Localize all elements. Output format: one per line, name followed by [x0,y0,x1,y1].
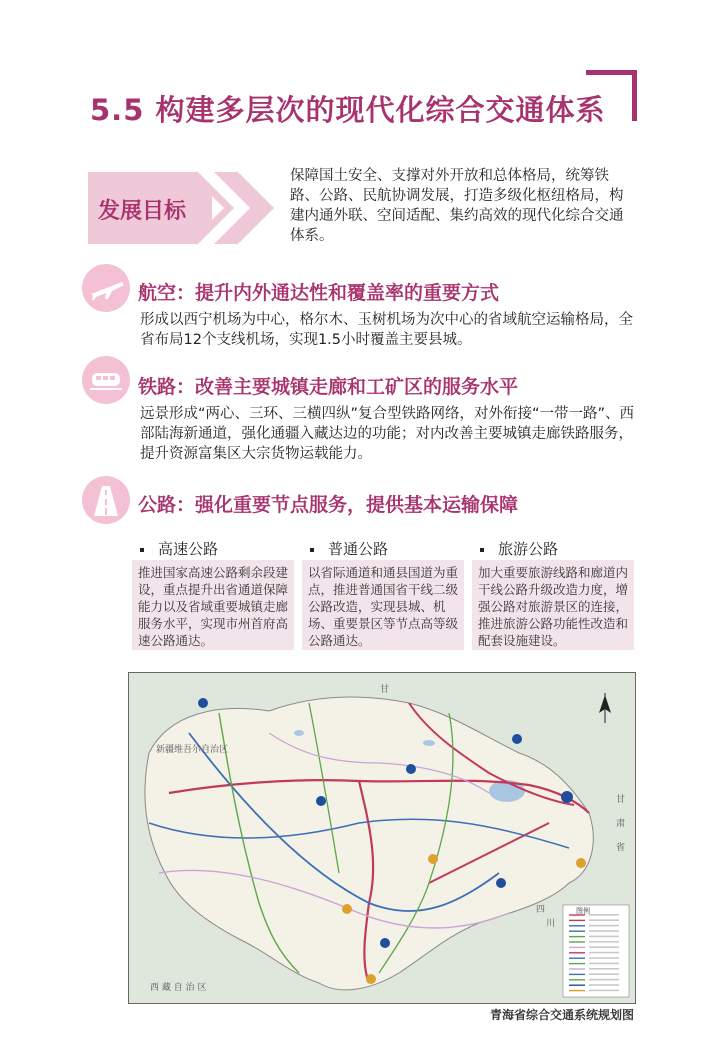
legend-label [589,919,619,921]
expressway-title: 高速公路 [140,538,218,559]
legend-label [589,963,619,965]
regional-airport-icon [428,854,438,864]
bullet-icon [480,548,484,552]
train-icon [82,356,130,404]
legend-label [589,952,619,954]
xining-airport-icon [561,791,573,803]
legend-label [589,968,619,970]
railway-heading: 铁路：改善主要城镇走廊和工矿区的服务水平 [138,376,519,398]
regional-airport-icon [342,904,352,914]
map-label-sheng-right: 省 [616,843,626,853]
airport-icon [198,698,208,708]
airport-icon [406,764,416,774]
legend-label [589,914,619,916]
legend-label [589,990,619,992]
airport-icon [380,938,390,948]
legend-label [589,984,619,986]
goal-label: 发展目标 [98,199,187,224]
map-label-xinjiang: 新疆维吾尔自治区 [156,745,229,755]
tourism-road-title: 旅游公路 [480,538,558,559]
goal-text: 保障国土安全、支撑对外开放和总体格局，统筹铁路、公路、民航协调发展，打造多级化枢纽格局，构建内通外联、空间适配、集约高效的现代化综合交通体系。 [290,168,624,244]
map-label-gansu-right: 甘 [616,795,626,805]
goal-chevron-icon [188,172,288,244]
legend-label [589,930,619,932]
aviation-body: 形成以西宁机场为中心，格尔木、玉树机场为次中心的省域航空运输格局，全省布局12个支线机场，实现1.5小时覆盖主要县城。 [140,312,633,348]
legend-title: 图例 [576,907,590,915]
legend-label [589,973,619,975]
ordinary-road-title: 普通公路 [310,538,388,559]
bullet-icon [310,548,314,552]
legend-label [589,979,619,981]
map-label-sichuan-1: 四 [536,905,546,915]
page-title: 5.5 构建多层次的现代化综合交通体系 [90,93,606,127]
map-drawing [129,673,635,1003]
corner-bracket-decoration [586,70,637,121]
transport-plan-map [128,672,636,1004]
expressway-text: 推进国家高速公路剩余段建设，重点提升出省通道保障能力以及省域重要城镇走廊服务水平，实现市州首府高速公路通达。 [132,560,294,650]
tourism-road-text: 加大重要旅游线路和廊道内干线公路升级改造力度，增强公路对旅游景区的连接，推进旅游公路功能性改造和配套设施建设。 [472,560,634,650]
legend-label [589,941,619,943]
legend-label [589,957,619,959]
legend-label [589,936,619,938]
road-icon [82,476,130,524]
road-heading: 公路：强化重要节点服务，提供基本运输保障 [138,494,519,516]
map-label-su-right: 肃 [616,819,626,829]
airplane-icon [82,264,130,312]
airport-icon [512,734,522,744]
railway-body: 远景形成“两心、三环、三横四纵”复合型铁路网络，对外衔接“一带一路”、西部陆海新通道，强化通疆入藏达边的功能；对内改善主要城镇走廊铁路服务，提升资源富集区大宗货物运载能力。 [140,406,635,462]
ordinary-road-text: 以省际通道和通县国道为重点，推进普通国省干线二级公路改造，实现县城、机场、重要景区等节点高等级公路通达。 [302,560,464,650]
map-label-sichuan-2: 川 [546,919,556,929]
bullet-icon [140,548,144,552]
map-caption: 青海省综合交通系统规划图 [489,1008,634,1022]
legend-box [563,905,629,997]
map-label-gansu-top: 甘 [380,685,390,695]
regional-airport-icon [366,974,376,984]
aviation-heading: 航空：提升内外通达性和覆盖率的重要方式 [138,282,500,304]
airport-icon [316,796,326,806]
legend-label [589,946,619,948]
regional-airport-icon [576,858,586,868]
map-label-xizang: 西 藏 自 治 区 [150,983,207,993]
airport-icon [496,878,506,888]
legend-label [589,925,619,927]
